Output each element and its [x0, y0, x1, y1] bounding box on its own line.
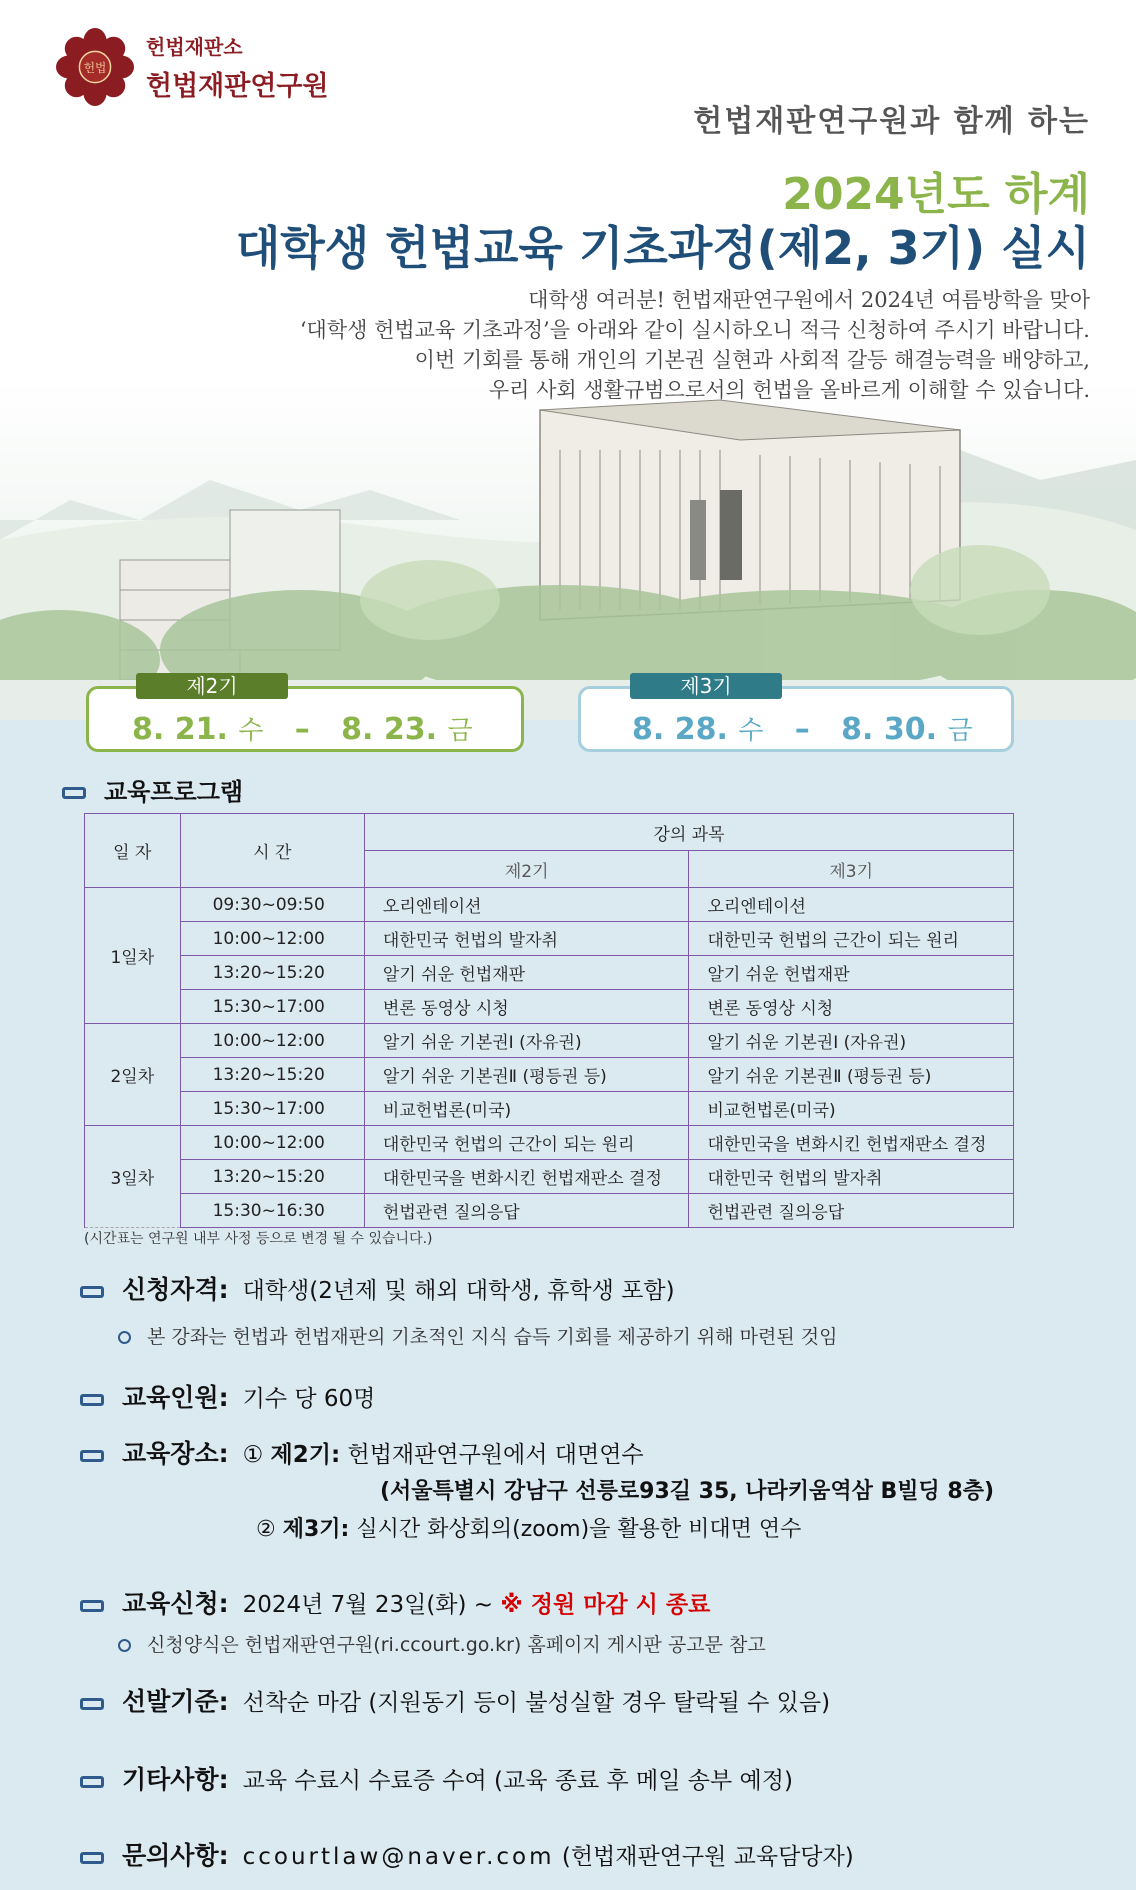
gen3-subject-cell: 대한민국 헌법의 발자취 — [689, 1160, 1014, 1194]
eligibility-note: 본 강좌는 헌법과 헌법재판의 기초적인 지식 습득 기회를 제공하기 위해 마련된 것임 — [118, 1322, 837, 1349]
intro-line: 우리 사회 생활규범으로서의 헌법을 올바르게 이해할 수 있습니다. — [488, 378, 1090, 402]
day-cell: 3일차 — [85, 1126, 181, 1228]
venue-address: (서울특별시 강남구 선릉로93길 35, 나라키움역삼 B빌딩 8층) — [380, 1479, 995, 1504]
circle-bullet-icon — [118, 1639, 131, 1652]
gen2-subject-cell: 알기 쉬운 기본권Ⅰ (자유권) — [364, 1024, 689, 1058]
section-bullet-icon — [80, 1394, 104, 1406]
table-row — [85, 922, 1014, 956]
gen2-subject-cell: 대한민국을 변화시킨 헌법재판소 결정 — [364, 1160, 689, 1194]
time-cell: 13:20~15:20 — [180, 1058, 364, 1092]
gen3-subject-cell: 대한민국을 변화시킨 헌법재판소 결정 — [689, 1126, 1014, 1160]
section-bullet-icon — [80, 1698, 104, 1710]
intro-line: 대학생 여러분! 헌법재판연구원에서 2024년 여름방학을 맞아 — [528, 288, 1090, 312]
schedule-note: (시간표는 연구원 내부 사정 등으로 변경 될 수 있습니다.) — [84, 1231, 433, 1247]
table-row — [85, 1024, 1014, 1058]
gen3-subject-cell: 오리엔테이션 — [689, 888, 1014, 922]
venue-section: 교육장소: ① 제2기: 헌법재판연구원에서 대면연수 — [80, 1434, 644, 1470]
col-header-time: 시 간 — [180, 814, 364, 888]
time-cell: 10:00~12:00 — [180, 1126, 364, 1160]
time-cell: 13:20~15:20 — [180, 1160, 364, 1194]
circle-bullet-icon — [118, 1331, 131, 1344]
section-bullet-icon — [80, 1852, 104, 1864]
gen3-subject-cell: 변론 동영상 시청 — [689, 990, 1014, 1024]
application-note: 신청양식은 헌법재판연구원(ri.ccourt.go.kr) 홈페이지 게시판 공고문 참고 — [118, 1630, 766, 1657]
table-row — [85, 888, 1014, 922]
col-header-day: 일 자 — [85, 814, 181, 888]
gen3-subject-cell: 비교헌법론(미국) — [689, 1092, 1014, 1126]
gen2-subject-cell: 대한민국 헌법의 근간이 되는 원리 — [364, 1126, 689, 1160]
deadline-notice: ※ 정원 마감 시 종료 — [500, 1592, 711, 1618]
time-cell: 10:00~12:00 — [180, 922, 364, 956]
contact-section: 문의사항: ccourtlaw@naver.com (헌법재판연구원 교육담당자) — [80, 1836, 854, 1872]
gen2-subject-cell: 오리엔테이션 — [364, 888, 689, 922]
gen3-subject-cell: 알기 쉬운 기본권Ⅰ (자유권) — [689, 1024, 1014, 1058]
period-dates-gen2: 8. 21. 수 – 8. 23. 금 — [132, 712, 473, 747]
table-row — [85, 1058, 1014, 1092]
table-row — [85, 1194, 1014, 1228]
program-schedule-table — [84, 813, 1014, 1228]
table-row — [85, 990, 1014, 1024]
table-row — [85, 956, 1014, 990]
table-row — [85, 1126, 1014, 1160]
gen3-subject-cell: 헌법관련 질의응답 — [689, 1194, 1014, 1228]
time-cell: 10:00~12:00 — [180, 1024, 364, 1058]
gen3-subject-cell: 알기 쉬운 기본권Ⅱ (평등권 등) — [689, 1058, 1014, 1092]
section-bullet-icon — [80, 1776, 104, 1788]
org-logo[interactable] — [56, 28, 329, 106]
time-cell: 13:20~15:20 — [180, 956, 364, 990]
gen2-subject-cell: 비교헌법론(미국) — [364, 1092, 689, 1126]
col-header-gen2: 제2기 — [364, 851, 689, 888]
gen2-subject-cell: 대한민국 헌법의 발자취 — [364, 922, 689, 956]
program-heading: 교육프로그램 — [62, 772, 243, 807]
section-bullet-icon — [62, 787, 86, 799]
page-title-year: 2024년도 하계 — [782, 169, 1090, 220]
capacity-section: 교육인원: 기수 당 60명 — [80, 1378, 375, 1414]
selection-section: 선발기준: 선착순 마감 (지원동기 등이 불성실할 경우 탈락될 수 있음) — [80, 1682, 830, 1718]
intro-line: ‘대학생 헌법교육 기초과정’을 아래와 같이 실시하오니 적극 신청하여 주시기 바랍니다. — [299, 318, 1090, 342]
day-cell: 1일차 — [85, 888, 181, 1024]
org-name-court: 헌법재판소 — [146, 35, 243, 59]
table-row — [85, 1160, 1014, 1194]
intro-line: 이번 기회를 통해 개인의 기본권 실현과 사회적 갈등 해결능력을 배양하고, — [414, 348, 1090, 372]
gen3-subject-cell: 알기 쉬운 헌법재판 — [689, 956, 1014, 990]
page-title-main: 대학생 헌법교육 기초과정(제2, 3기) 실시 — [235, 221, 1090, 275]
gen3-subject-cell: 대한민국 헌법의 근간이 되는 원리 — [689, 922, 1014, 956]
venue-item2: ② 제3기: 실시간 화상회의(zoom)을 활용한 비대면 연수 — [256, 1517, 802, 1542]
time-cell: 15:30~17:00 — [180, 990, 364, 1024]
time-cell: 09:30~09:50 — [180, 888, 364, 922]
period-tag-gen2: 제2기 — [136, 673, 288, 699]
col-header-gen3: 제3기 — [689, 851, 1014, 888]
constitutional-court-seal-icon — [56, 28, 134, 106]
section-bullet-icon — [80, 1450, 104, 1462]
section-bullet-icon — [80, 1600, 104, 1612]
section-bullet-icon — [80, 1286, 104, 1298]
gen2-subject-cell: 알기 쉬운 헌법재판 — [364, 956, 689, 990]
court-building-illustration — [0, 390, 1136, 720]
intro-paragraph — [300, 285, 1090, 405]
col-header-subject: 강의 과목 — [364, 814, 1013, 851]
day-cell: 2일차 — [85, 1024, 181, 1126]
contact-email[interactable]: ccourtlaw@naver.com — [242, 1844, 555, 1870]
eligibility-section: 신청자격: 대학생(2년제 및 해외 대학생, 휴학생 포함) — [80, 1270, 675, 1306]
org-name-institute: 헌법재판연구원 — [146, 71, 329, 102]
seal-text: 헌법 — [83, 60, 107, 75]
period-tag-gen3: 제3기 — [630, 673, 782, 699]
gen2-subject-cell: 알기 쉬운 기본권Ⅱ (평등권 등) — [364, 1058, 689, 1092]
misc-section: 기타사항: 교육 수료시 수료증 수여 (교육 종료 후 메일 송부 예정) — [80, 1760, 793, 1796]
gen2-subject-cell: 변론 동영상 시청 — [364, 990, 689, 1024]
period-dates-gen3: 8. 28. 수 – 8. 30. 금 — [632, 712, 973, 747]
application-section: 교육신청: 2024년 7월 23일(화) ~ ※ 정원 마감 시 종료 — [80, 1584, 710, 1620]
time-cell: 15:30~17:00 — [180, 1092, 364, 1126]
table-row — [85, 1092, 1014, 1126]
gen2-subject-cell: 헌법관련 질의응답 — [364, 1194, 689, 1228]
time-cell: 15:30~16:30 — [180, 1194, 364, 1228]
page-subtitle: 헌법재판연구원과 함께 하는 — [693, 104, 1090, 139]
